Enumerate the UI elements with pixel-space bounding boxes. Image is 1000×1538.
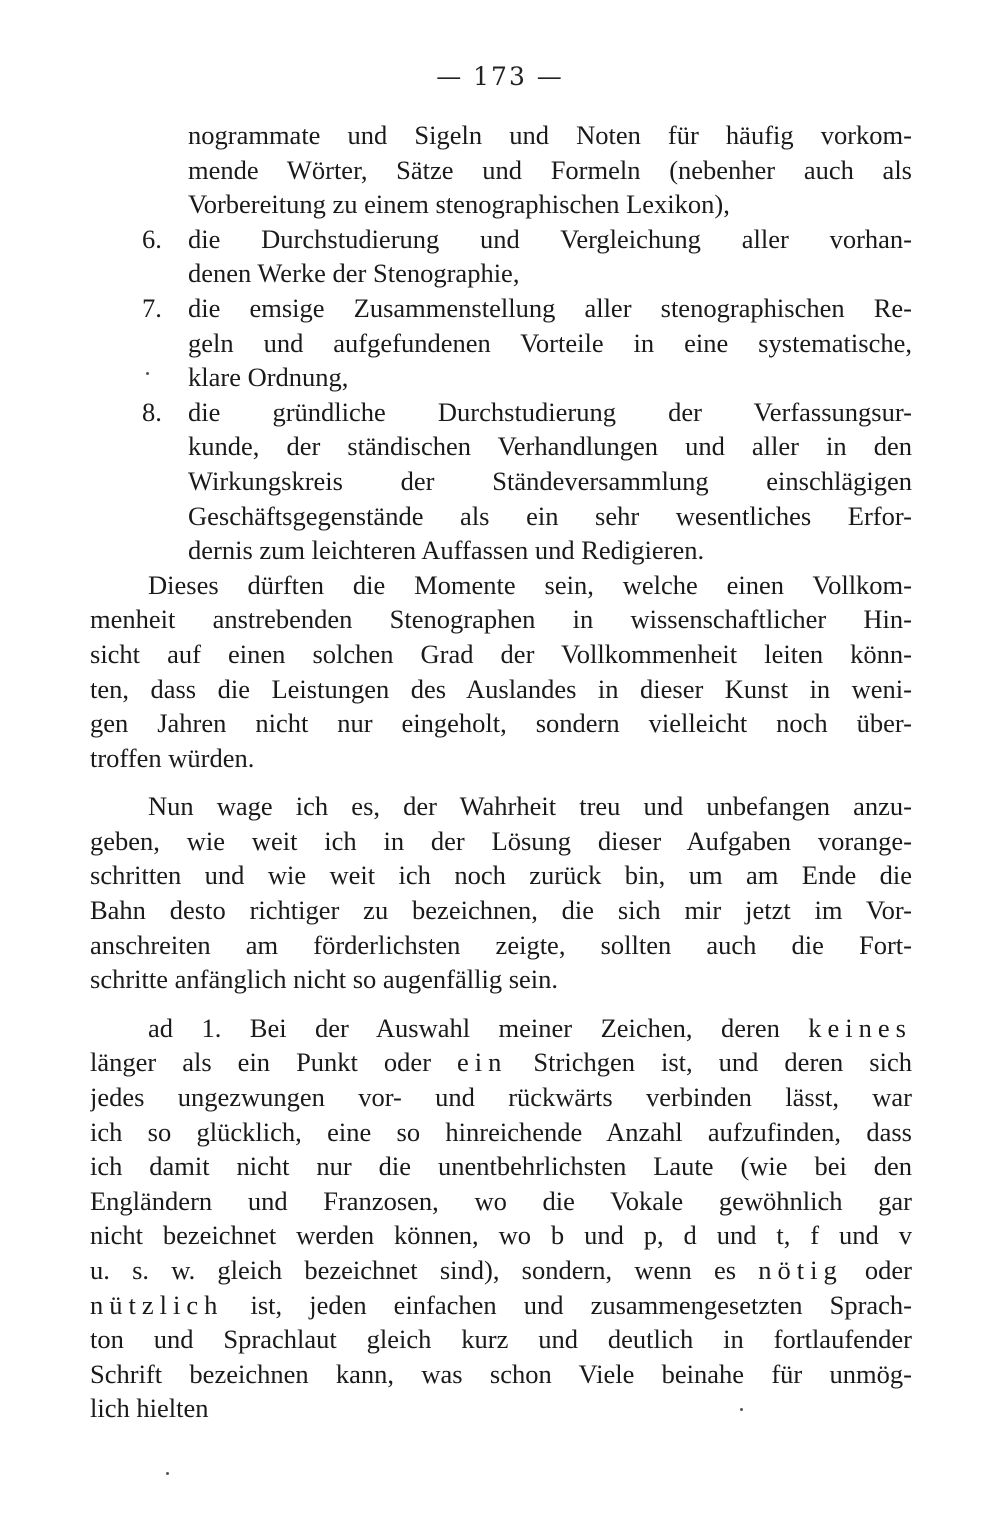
text-run: länger als ein Punkt oder xyxy=(90,1047,458,1078)
text-line: Geschäftsgegenstände als ein sehr wesentliches Erfor- xyxy=(188,500,912,531)
emphasized-word: nützlich xyxy=(90,1289,224,1320)
paragraph xyxy=(90,789,912,997)
text-line: menheit anstrebenden Stenographen in wissenschaftlicher Hin- xyxy=(90,604,912,635)
text-run: ad 1. Bei der Auswahl meiner Zeichen, deren xyxy=(148,1012,809,1043)
text-line: Engländern und Franzosen, wo die Vokale gewöhnlich gar xyxy=(90,1185,912,1216)
scan-speck xyxy=(166,1472,169,1475)
text-line xyxy=(90,1011,912,1046)
list-item-number: 6. xyxy=(142,223,162,254)
text-line xyxy=(90,1045,912,1080)
list-item-continuation xyxy=(90,118,912,222)
text-line: Wirkungskreis der Ständeversammlung einschlägigen xyxy=(188,465,912,496)
paragraph xyxy=(90,1011,912,1426)
scan-speck xyxy=(146,372,149,375)
text-line: dernis zum leichteren Auffassen und Redigieren. xyxy=(188,535,705,566)
text-line: ich so glücklich, eine so hinreichende Anzahl aufzufinden, dass xyxy=(90,1116,912,1147)
list-item xyxy=(90,222,912,291)
text-line: jedes ungezwungen vor- und rückwärts verbinden lässt, war xyxy=(90,1082,912,1113)
text-line: die Durchstudierung und Vergleichung aller vorhan- xyxy=(188,223,912,254)
text-line: sicht auf einen solchen Grad der Vollkommenheit leiten könn- xyxy=(90,638,912,669)
text-line xyxy=(90,1288,912,1323)
text-line: schritten und wie weit ich noch zurück bin, um am Ende die xyxy=(90,860,912,891)
text-line: klare Ordnung, xyxy=(188,362,349,393)
text-run: Strichgen ist, und deren sich xyxy=(507,1047,912,1078)
text-line: Nun wage ich es, der Wahrheit treu und unbefangen anzu- xyxy=(148,791,912,822)
text-run: ist, jeden einfachen und zusammengesetzten Sprach- xyxy=(223,1289,912,1320)
page-number: — 173 — xyxy=(436,62,564,91)
list-item-number: 8. xyxy=(142,396,162,427)
text-line: die gründliche Durchstudierung der Verfassungsur- xyxy=(188,396,912,427)
text-line: lich hielten xyxy=(90,1393,209,1424)
emphasized-word: keines xyxy=(808,1012,912,1043)
emphasized-word: nötig xyxy=(758,1255,843,1285)
text-line: anschreiten am förderlichsten zeigte, sollten auch die Fort- xyxy=(90,929,912,960)
text-line: ton und Sprachlaut gleich kurz und deutlich in fortlaufender xyxy=(90,1324,912,1355)
body-text xyxy=(90,118,912,1426)
list-item-number: 7. xyxy=(142,292,162,323)
text-line: denen Werke der Stenographie, xyxy=(188,258,520,289)
text-line: Vorbereitung zu einem stenographischen Lexikon), xyxy=(188,189,730,220)
text-line: nicht bezeichnet werden können, wo b und p, d und t, f und v xyxy=(90,1220,912,1251)
text-line: ten, dass die Leistungen des Auslandes in dieser Kunst in weni- xyxy=(90,673,912,704)
text-run: oder xyxy=(842,1255,912,1285)
list-item xyxy=(90,395,912,568)
text-line: Dieses dürften die Momente sein, welche einen Vollkom- xyxy=(148,569,912,600)
text-line: die emsige Zusammenstellung aller stenographischen Re- xyxy=(188,292,912,323)
paragraph xyxy=(90,568,912,776)
text-line: Schrift bezeichnen kann, was schon Viele beinahe für unmög- xyxy=(90,1358,912,1389)
text-line: gen Jahren nicht nur eingeholt, sondern vielleicht noch über- xyxy=(90,708,912,739)
text-run: u. s. w. gleich bezeichnet sind), sondern, wenn es xyxy=(90,1255,759,1285)
text-line: schritte anfänglich nicht so augenfällig sein. xyxy=(90,964,559,995)
emphasized-word: ein xyxy=(457,1047,508,1078)
text-line: geben, wie weit ich in der Lösung dieser Aufgaben vorange- xyxy=(90,825,912,856)
text-line: ich damit nicht nur die unentbehrlichsten Laute (wie bei den xyxy=(90,1151,912,1182)
text-line: troffen würden. xyxy=(90,742,255,773)
text-line: kunde, der ständischen Verhandlungen und aller in den xyxy=(188,431,912,462)
scan-speck xyxy=(740,1408,743,1411)
text-line: mende Wörter, Sätze und Formeln (nebenher auch als xyxy=(188,154,912,185)
list-item xyxy=(90,291,912,395)
text-line: Bahn desto richtiger zu bezeichnen, die sich mir jetzt im Vor- xyxy=(90,895,912,926)
text-line: geln und aufgefundenen Vorteile in eine systematische, xyxy=(188,327,912,358)
text-line xyxy=(90,1253,912,1288)
text-line: nogrammate und Sigeln und Noten für häufig vorkom- xyxy=(188,120,912,150)
